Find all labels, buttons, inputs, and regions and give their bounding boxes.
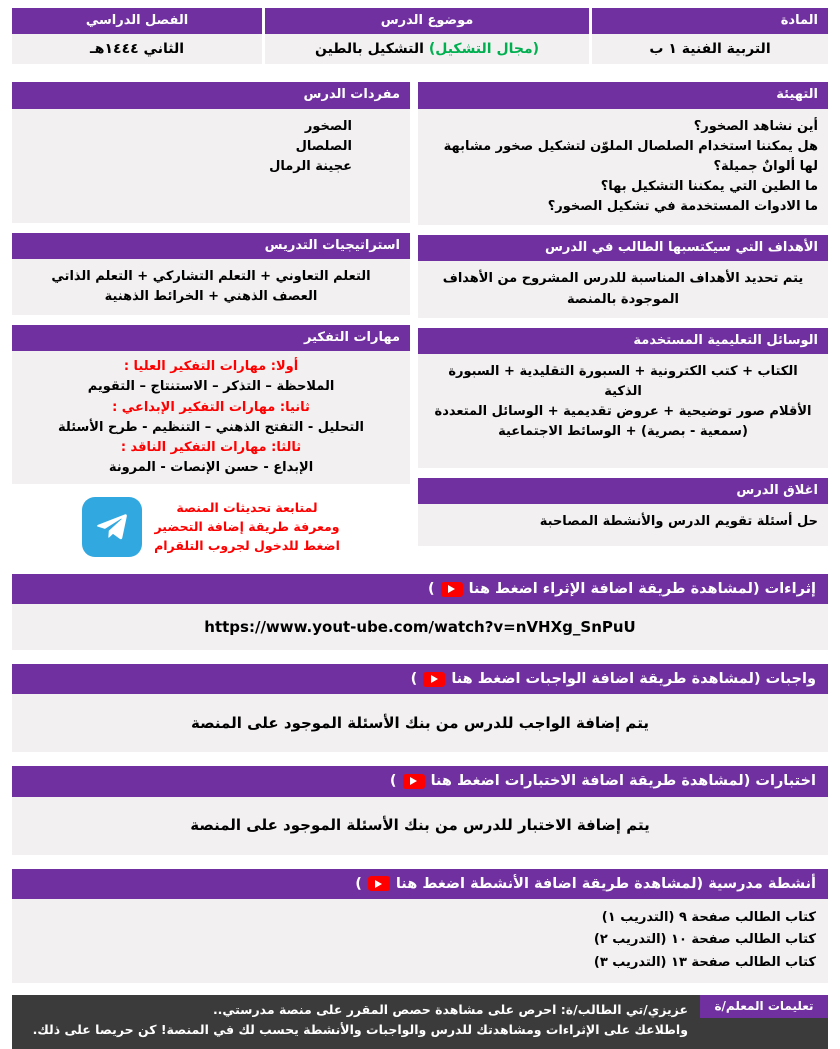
aids-line: الأقلام صور توضيحية + عروض تقديمية + الوسائل المتعددة: [434, 404, 812, 420]
teacher-instructions-label: تعليمات المعلم/ة: [700, 995, 828, 1018]
thinking-heading: ثالثا: مهارات التفكير الناقد :: [120, 439, 302, 455]
left-column: [12, 82, 410, 560]
strategies-title: استراتيجيات التدريس: [12, 233, 410, 259]
strategy-line: العصف الذهني + الخرائط الذهنية: [104, 288, 318, 304]
homework-content: يتم إضافة الواجب للدرس من بنك الأسئلة الموجود على المنصة: [12, 694, 828, 752]
enrichment-url-link[interactable]: https://www.yout-ube.com/watch?v=nVHXg_SnPuU: [204, 617, 636, 636]
topic-domain-green: (مجال التشكيل): [428, 41, 540, 58]
strategy-line: التعلم التعاوني + التعلم التشاركي + التعلم الذاتي: [51, 268, 371, 284]
thinking-item: [20, 398, 402, 438]
enrichments-title-close: ): [427, 581, 435, 598]
teacher-instructions-text: [12, 995, 698, 1048]
youtube-icon[interactable]: [368, 876, 390, 891]
vocab-word: الصخور: [304, 118, 352, 134]
activities-content: [12, 899, 828, 983]
enrichments-content: [12, 604, 828, 650]
telegram-line: اضغط للدخول لجروب التلقرام: [154, 537, 340, 553]
thinking-content: [12, 351, 410, 484]
meta-semester-cell: [12, 8, 262, 64]
warmup-line: ما الادوات المستخدمة في تشكيل الصخور؟: [547, 199, 818, 215]
objectives-title: الأهداف التي سيكتسبها الطالب في الدرس: [418, 235, 828, 261]
subject-value: التربية الفنية ١ ب: [592, 34, 828, 64]
section-homework: [12, 664, 828, 752]
section-thinking-skills: [12, 325, 410, 484]
meta-topic-cell: [265, 8, 589, 64]
section-closure: [418, 478, 828, 546]
semester-value: الثاني ١٤٤٤هـ: [12, 34, 262, 64]
homework-header-link[interactable]: [12, 664, 828, 694]
thinking-text: الملاحظة – التذكر – الاستنتاج – التقويم: [87, 379, 335, 395]
strategies-content: [12, 259, 410, 315]
activities-header-link[interactable]: [12, 869, 828, 899]
vocab-title: مفردات الدرس: [12, 82, 410, 108]
thinking-heading: أولا: مهارات التفكير العليا :: [123, 359, 299, 375]
activity-line: كتاب الطالب صفحة ١٣ (التدريب ٣): [593, 955, 816, 971]
tests-header-link[interactable]: [12, 766, 828, 796]
subject-header: المادة: [592, 8, 828, 34]
tests-content: يتم إضافة الاختبار للدرس من بنك الأسئلة الموجود على المنصة: [12, 797, 828, 855]
thinking-item: [20, 357, 402, 397]
main-columns: [12, 82, 828, 560]
thinking-title: مهارات التفكير: [12, 325, 410, 351]
section-teaching-aids: [418, 328, 828, 468]
youtube-icon[interactable]: [423, 672, 445, 687]
aids-line: الكتاب + كتب الكترونية + السبورة التقليدية + السبورة الذكية: [448, 363, 798, 400]
telegram-group-link[interactable]: [12, 494, 410, 560]
vocab-word: عجينة الرمال: [269, 158, 352, 174]
warmup-line: أين نشاهد الصخور؟: [693, 118, 818, 134]
youtube-icon[interactable]: [403, 774, 425, 789]
aids-title: الوسائل التعليمية المستخدمة: [418, 328, 828, 354]
enrichments-title: إثراءات (لمشاهدة طريقة اضافة الإثراء اضغط هنا: [468, 581, 816, 598]
tests-title-close: ): [389, 773, 397, 790]
meta-subject-cell: [592, 8, 828, 64]
section-tests: [12, 766, 828, 854]
section-objectives: [418, 235, 828, 318]
aids-line: (سمعية - بصرية) + الوسائط الاجتماعية: [498, 424, 748, 440]
homework-title: واجبات (لمشاهدة طريقة اضافة الواجبات اضغط هنا: [451, 671, 816, 688]
closure-title: اغلاق الدرس: [418, 478, 828, 504]
topic-header: موضوع الدرس: [265, 8, 589, 34]
section-enrichments: [12, 574, 828, 650]
section-activities: [12, 869, 828, 983]
section-strategies: [12, 233, 410, 316]
aids-content: [418, 354, 828, 468]
thinking-text: الإبداع - حسن الإنصات - المرونة: [108, 459, 314, 475]
telegram-line: لمتابعة تحديثات المنصة: [176, 500, 318, 515]
warmup-title: التهيئة: [418, 82, 828, 108]
youtube-icon[interactable]: [441, 582, 463, 597]
telegram-line: ومعرفة طريقة إضافة التحضير: [154, 518, 340, 534]
vocab-content: [12, 109, 410, 223]
meta-table: [12, 8, 828, 64]
section-vocabulary: [12, 82, 410, 222]
warmup-line: ما الطين التي يمكننا التشكيل بها؟: [600, 178, 818, 194]
thinking-heading: ثانيا: مهارات التفكير الإبداعي :: [112, 399, 310, 415]
footer-line: واطلاعك على الإثراءات ومشاهدتك للدرس والواجبات والأنشطة يحسب لك في المنصة! كن حريصا على ذلك.: [32, 1021, 688, 1037]
topic-value: [265, 34, 589, 64]
tests-title: اختبارات (لمشاهدة طريقة اضافة الاختبارات اضغط هنا: [430, 773, 816, 790]
enrichments-header-link[interactable]: [12, 574, 828, 604]
homework-title-close: ): [410, 671, 418, 688]
footer-line: عزيزي/تي الطالب/ة: احرص على مشاهدة حصص المقرر على منصة مدرستي..: [212, 1001, 688, 1017]
vocab-word: الصلصال: [295, 138, 352, 154]
right-column: [418, 82, 828, 556]
activities-title: أنشطة مدرسية (لمشاهدة طريقة اضافة الأنشطة اضغط هنا: [395, 875, 816, 892]
closure-content: حل أسئلة تقويم الدرس والأنشطة المصاحبة: [418, 504, 828, 546]
thinking-text: التحليل - التفتح الذهني – التنظيم - طرح الأسئلة: [58, 419, 364, 435]
activity-line: كتاب الطالب صفحة ٩ (التدريب ١): [601, 909, 816, 925]
telegram-text: [154, 499, 340, 555]
objectives-content: يتم تحديد الأهداف المناسبة للدرس المشروح من الأهداف الموجودة بالمنصة: [418, 261, 828, 317]
section-warmup: [418, 82, 828, 225]
telegram-icon[interactable]: [82, 497, 142, 557]
semester-header: الفصل الدراسي: [12, 8, 262, 34]
warmup-content: [418, 109, 828, 226]
activity-line: كتاب الطالب صفحة ١٠ (التدريب ٢): [593, 932, 816, 948]
topic-name: التشكيل بالطين: [314, 41, 424, 58]
thinking-item: [20, 438, 402, 478]
footer: [12, 995, 828, 1049]
warmup-line: هل يمكننا استخدام الصلصال الملوّن لتشكيل صخور مشابهة لها ألوانٌ جميلة؟: [443, 138, 818, 174]
activities-title-close: ): [355, 875, 362, 892]
